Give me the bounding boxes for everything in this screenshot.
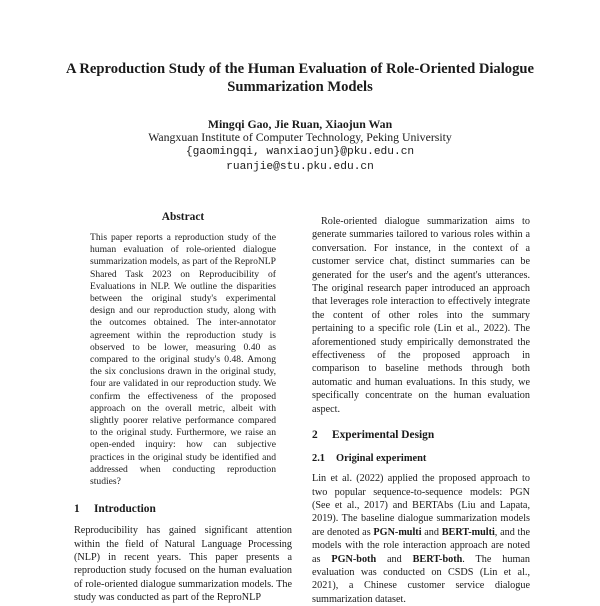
introduction-number: 1: [74, 503, 80, 516]
paper-title: [40, 60, 560, 96]
experimental-design-heading: [312, 428, 530, 442]
original-experiment-heading: [312, 452, 530, 465]
introduction-heading: [74, 502, 292, 516]
author-emails-1: {gaomingqi, wanxiaojun}@pku.edu.cn: [185, 146, 415, 158]
original-experiment-number: 2.1: [312, 453, 325, 465]
left-column: [74, 210, 292, 605]
author-emails-2: ruanjie@stu.pku.edu.cn: [226, 161, 374, 173]
abstract-text: This paper reports a reproduction study of the human evaluation of role-oriented dialogue summarization models, as part of the ReproNLP Shared Task 2023 on Reproducibility of Evaluations in NLP. We outline the disparities between the original study's experimental design and our reproduction study, along with the outcomes obtained. The inter-annotator agreement within the reproduction study is observed to be lower, measuring 0.40 as compared to the original study's 0.48. Among the six conclusions drawn in the original study, four are validated in our reproduction study. We confirm the effectiveness of the proposed approach on the overall metric, albeit with slightly poorer relative performance compared to the original study. Furthermore, we raise an open-ended inquiry: how can subjective practices in the original study be identified and addressed when conducting reproduction studies?: [90, 232, 276, 488]
conjunction-and-2: and: [387, 553, 402, 565]
abstract-heading: Abstract: [161, 211, 205, 223]
original-experiment-title: Original experiment: [336, 453, 427, 465]
experimental-design-title: Experimental Design: [332, 429, 435, 442]
conjunction-and-1: and: [424, 526, 439, 538]
original-experiment-text-part-1: Lin et al. (2022) applied the proposed approach to two popular sequence-to-sequence models: PGN (See et al., 2017) and BERTAbs (Liu and Lapata, 2019). The baseline dialogue summarization models are denoted as: [312, 473, 530, 538]
introduction-text: Reproducibility has gained significant attention within the field of Natural Language Processing (NLP) in recent years. This paper presents a reproduction study focused on the human evaluation of role-oriented dialogue summarization models. The study was conducted as part of the ReproNLP: [74, 525, 292, 604]
paper-title-line-1: A Reproduction Study of the Human Evaluation of Role-Oriented Dialogue: [66, 61, 534, 77]
term-bert-multi: BERT-multi: [441, 526, 495, 538]
paper-affiliation: Wangxuan Institute of Computer Technology, Peking University: [148, 130, 452, 144]
original-experiment-text-part-3: . The human evaluation was conducted on CSDS (Lin et al., 2021), a Chinese customer service dialogue summarization dataset.: [312, 553, 530, 605]
paper-title-line-2: Summarization Models: [227, 79, 373, 95]
experimental-design-number: 2: [312, 429, 318, 442]
original-experiment-text: [312, 472, 530, 606]
term-pgn-multi: PGN-multi: [373, 526, 422, 538]
term-bert-both: BERT-both: [412, 553, 463, 565]
role-oriented-intro-text: Role-oriented dialogue summarization aims to generate summaries tailored to various roles within a conversation. For instance, in the context of a customer service chat, distinct summaries can be generated for the user's and the agent's utterances. The original research paper introduced an approach that leverages role interaction to effectively integrate the content of other roles into the summary pertaining to a specific role (Lin et al., 2022). The aforementioned study empirically demonstrated the effectiveness of the proposed approach in comparison to baseline methods through both automatic and human evaluations. In this study, we specifically concentrate on the human evaluation aspect.: [312, 216, 530, 415]
right-column: [312, 215, 530, 606]
paper-authors: Mingqi Gao, Jie Ruan, Xiaojun Wan: [207, 117, 393, 131]
original-experiment-text-part-2: , and the models with the role interaction approach are noted as: [312, 526, 530, 565]
introduction-title: Introduction: [94, 503, 156, 516]
term-pgn-both: PGN-both: [331, 553, 377, 565]
